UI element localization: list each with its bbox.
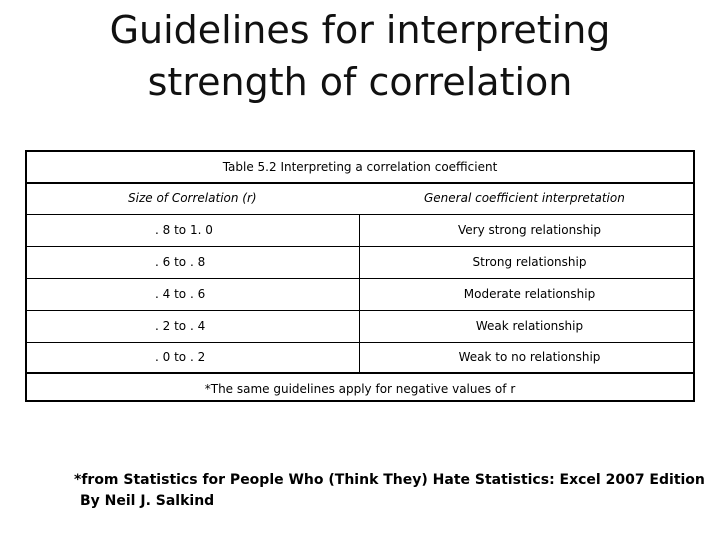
table-row <box>27 246 693 278</box>
range-cell: . 2 to . 4 <box>27 310 360 342</box>
source-citation <box>74 470 705 512</box>
table-row <box>27 278 693 310</box>
interpretation-cell: Strong relationship <box>472 255 587 269</box>
table-row <box>27 214 693 246</box>
header-interpretation: General coefficient interpretation <box>424 191 625 205</box>
range-cell: . 8 to 1. 0 <box>27 214 360 246</box>
range-cell: . 4 to . 6 <box>27 278 360 310</box>
table-footnote-row <box>27 372 693 404</box>
source-line-1: *from Statistics for People Who (Think They) Hate Statistics: Excel 2007 Edition <box>74 472 705 488</box>
title-line-1: Guidelines for interpreting <box>109 8 611 52</box>
correlation-table <box>25 150 695 402</box>
title-line-2: strength of correlation <box>147 60 573 104</box>
interpretation-cell: Weak relationship <box>475 319 584 333</box>
interpretation-cell: Moderate relationship <box>463 287 596 301</box>
table-caption-row <box>27 152 693 184</box>
source-line-2: By Neil J. Salkind <box>80 493 215 509</box>
table-header-row <box>27 182 693 214</box>
interpretation-cell: Very strong relationship <box>457 223 602 237</box>
table-caption: Table 5.2 Interpreting a correlation coefficient <box>222 160 498 174</box>
header-size-of-correlation: Size of Correlation (r) <box>128 191 257 205</box>
slide-title <box>0 4 720 108</box>
range-cell: . 6 to . 8 <box>27 246 360 278</box>
table-footnote: *The same guidelines apply for negative values of r <box>204 382 516 396</box>
table-row <box>27 342 693 372</box>
table-row <box>27 310 693 342</box>
range-cell: . 0 to . 2 <box>27 342 360 372</box>
interpretation-cell: Weak to no relationship <box>458 350 601 364</box>
